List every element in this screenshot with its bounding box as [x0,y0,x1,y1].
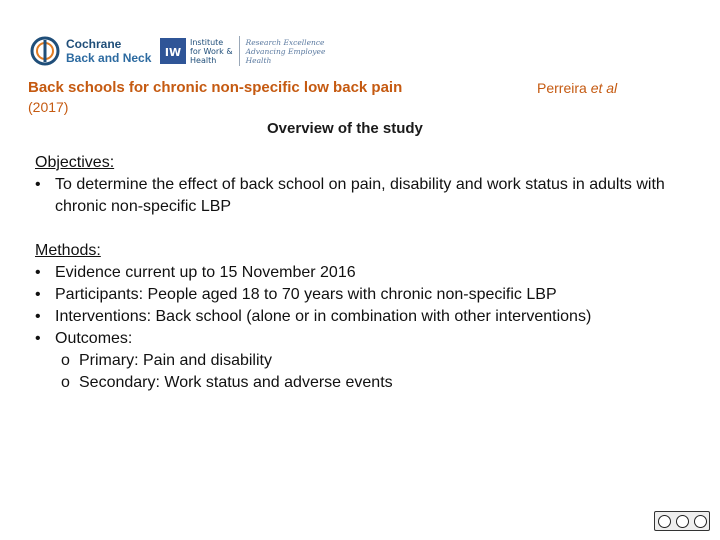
list-item: • Evidence current up to 15 November 2016 [35,262,675,284]
methods-section [35,240,675,394]
bullet-icon: • [35,330,41,347]
objectives-section [35,152,675,218]
list-item: • Outcomes: [35,328,675,350]
list-item: • To determine the effect of back school on pain, disability and work status in adults with chronic non-specific LBP [35,174,675,218]
sub-list-item: o Secondary: Work status and adverse events [35,372,675,394]
bullet-icon: • [35,176,41,193]
sub-list-item: o Primary: Pain and disability [35,350,675,372]
bullet-icon: • [35,264,41,281]
logo-divider [239,36,240,66]
creative-commons-badge-icon [654,511,710,531]
author-name: Perreira [537,80,587,96]
bullet-icon: • [35,308,41,325]
cochrane-name: Cochrane [66,37,122,51]
cochrane-group: Back and Neck [66,51,152,65]
publication-year: (2017) [28,99,69,115]
svg-text:IW: IW [164,46,182,59]
iwh-name: Institute for Work & Health [190,37,233,65]
cc-icon [658,515,671,528]
bullet-icon: • [35,286,41,303]
cochrane-logo-icon [30,36,60,66]
iwh-logo-icon [160,38,186,64]
page-subtitle: Overview of the study [267,120,423,137]
methods-heading: Methods: [35,242,101,259]
review-title: Back schools for chronic non-specific low back pain [28,79,403,96]
list-item: • Participants: People aged 18 to 70 years with chronic non-specific LBP [35,284,675,306]
cc-nd-icon [694,515,707,528]
cc-by-icon [676,515,689,528]
list-item: • Interventions: Back school (alone or in combination with other interventions) [35,306,675,328]
author-citation [537,80,617,96]
cochrane-logo [30,34,151,68]
objectives-heading: Objectives: [35,154,115,171]
sub-bullet-icon: o [61,374,70,391]
sub-bullet-icon: o [61,352,70,369]
iwh-tagline: Research Excellence Advancing Employee Health [245,37,326,65]
iwh-logo [160,34,325,68]
author-suffix: et al [590,80,618,96]
